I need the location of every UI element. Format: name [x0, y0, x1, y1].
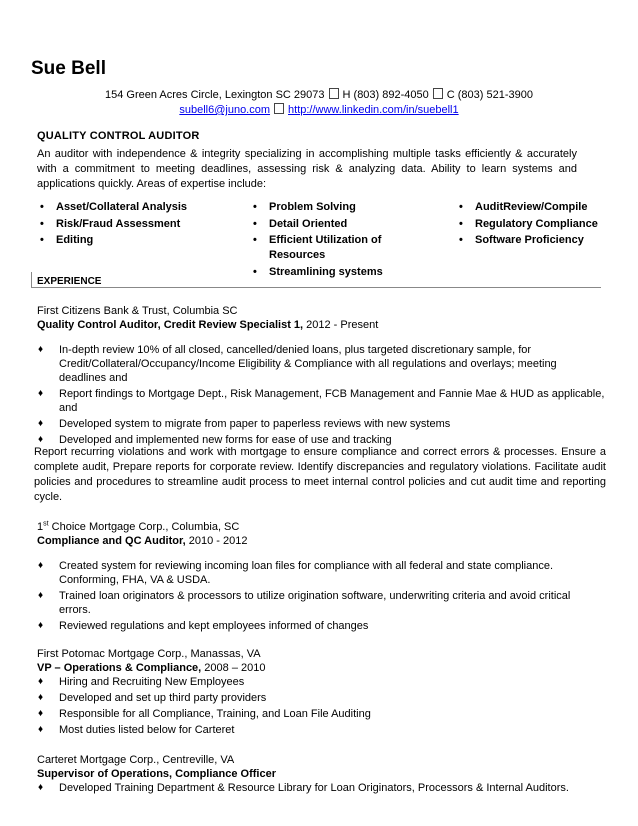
job-bullet: ♦ Hiring and Recruiting New Employees [37, 675, 605, 689]
section-divider [31, 272, 32, 287]
skill-item: • Regulatory Compliance [456, 217, 616, 232]
summary-paragraph: An auditor with independence & integrity specializing in accomplishing multiple tasks efficiently & accurately with a commitment to meeting deadlines, assessing risk & analyzing data. Ability to learn systems and applications quickly. Areas of expertise include: [37, 148, 577, 190]
skills-column-2 [250, 200, 410, 281]
job-title-line [37, 661, 605, 675]
job-entry [37, 520, 605, 635]
ordinal-suffix: st [43, 520, 49, 528]
job-bullet: ♦ Created system for reviewing incoming loan files for compliance with all federal and state compliance. Conforming, FHA, VA & USDA. [37, 559, 605, 587]
linkedin-link[interactable]: http://www.linkedin.com/in/suebell1 [288, 104, 459, 116]
separator-box-icon [433, 88, 443, 99]
contact-line-2 [0, 103, 638, 117]
job-company: First Potomac Mortgage Corp., Manassas, VA [37, 648, 261, 660]
job-bullet: ♦ Developed Training Department & Resource Library for Loan Originators, Processors & Internal Auditors. [37, 781, 605, 795]
job-bullet: ♦ Trained loan originators & processors to utilize origination software, underwriting criteria and avoid critical errors. [37, 589, 605, 617]
skill-item: • Editing [37, 233, 207, 248]
job-title: Quality Control Auditor, Credit Review Specialist 1, [37, 319, 304, 331]
job-dates: 2012 - Present [306, 319, 379, 331]
job-entry [37, 753, 605, 797]
experience-header [31, 276, 601, 288]
skills-column-1 [37, 200, 207, 250]
skill-item: • Asset/Collateral Analysis [37, 200, 207, 215]
email-link[interactable]: subell6@juno.com [179, 104, 271, 116]
job-title-line [37, 318, 605, 332]
job-dates: 2010 - 2012 [188, 535, 248, 547]
job-entry [37, 304, 605, 449]
job-title: Compliance and QC Auditor, [37, 535, 186, 547]
job-bullet: ♦ Reviewed regulations and kept employees informed of changes [37, 619, 605, 633]
contact-line-1 [0, 88, 638, 102]
address: 154 Green Acres Circle, Lexington SC 29073 [105, 89, 325, 101]
job-company: First Citizens Bank & Trust, Columbia SC [37, 305, 238, 317]
job-dates: 2008 – 2010 [204, 662, 266, 674]
job-bullet: ♦ In-depth review 10% of all closed, cancelled/denied loans, plus targeted discretionary sample, for Credit/Collateral/Occupancy/Income Eligibility & Compliance with all regulations and overlays; meeting deadlines and [37, 343, 605, 385]
job-title: Supervisor of Operations, Compliance Officer [37, 768, 276, 780]
ordinal-number: 1 [37, 521, 44, 533]
skill-item: • Problem Solving [250, 200, 410, 215]
job-bullet: ♦ Report findings to Mortgage Dept., Risk Management, FCB Management and Fannie Mae & HUD as applicable, and [37, 387, 605, 415]
job-title-line [37, 534, 605, 548]
experience-label: EXPERIENCE [37, 276, 102, 287]
job-description: Report recurring violations and work with mortgage to ensure compliance and correct errors & processes. Ensure a complete audit, Prepare reports for corporate review. Identify discrepancies and regulatory violations. Facilitate audit policies and procedures to streamline audit process to meet internal control policies and cut audit time and reporting cycle. [34, 446, 606, 503]
job-company: Carteret Mortgage Corp., Centreville, VA [37, 754, 235, 766]
job-bullet: ♦ Most duties listed below for Carteret [37, 723, 605, 737]
skill-item: • Detail Oriented [250, 217, 410, 232]
job-title: VP – Operations & Compliance, [37, 662, 202, 674]
skills-column-3 [456, 200, 616, 250]
skill-item: • Streamlining systems [250, 265, 410, 280]
objective-title: QUALITY CONTROL AUDITOR [37, 130, 200, 142]
job-company: Choice Mortgage Corp., Columbia, SC [51, 521, 240, 533]
skill-item: • AuditReview/Compile [456, 200, 616, 215]
job-bullet: ♦ Responsible for all Compliance, Training, and Loan File Auditing [37, 707, 605, 721]
home-phone: H (803) 892-4050 [342, 89, 429, 101]
job-bullet: ♦ Developed system to migrate from paper to paperless reviews with new systems [37, 417, 605, 431]
separator-box-icon [329, 88, 339, 99]
skill-item: • Risk/Fraud Assessment [37, 217, 207, 232]
job-bullet: ♦ Developed and implemented new forms for ease of use and tracking [37, 433, 605, 447]
cell-phone: C (803) 521-3900 [446, 89, 533, 101]
skill-item: • Efficient Utilization of Resources [250, 233, 410, 263]
job-entry [37, 647, 605, 739]
separator-box-icon [274, 103, 284, 114]
job-bullet: ♦ Developed and set up third party providers [37, 691, 605, 705]
resume-name: Sue Bell [31, 58, 106, 79]
job-company-line [37, 520, 605, 534]
skill-item: • Software Proficiency [456, 233, 616, 248]
